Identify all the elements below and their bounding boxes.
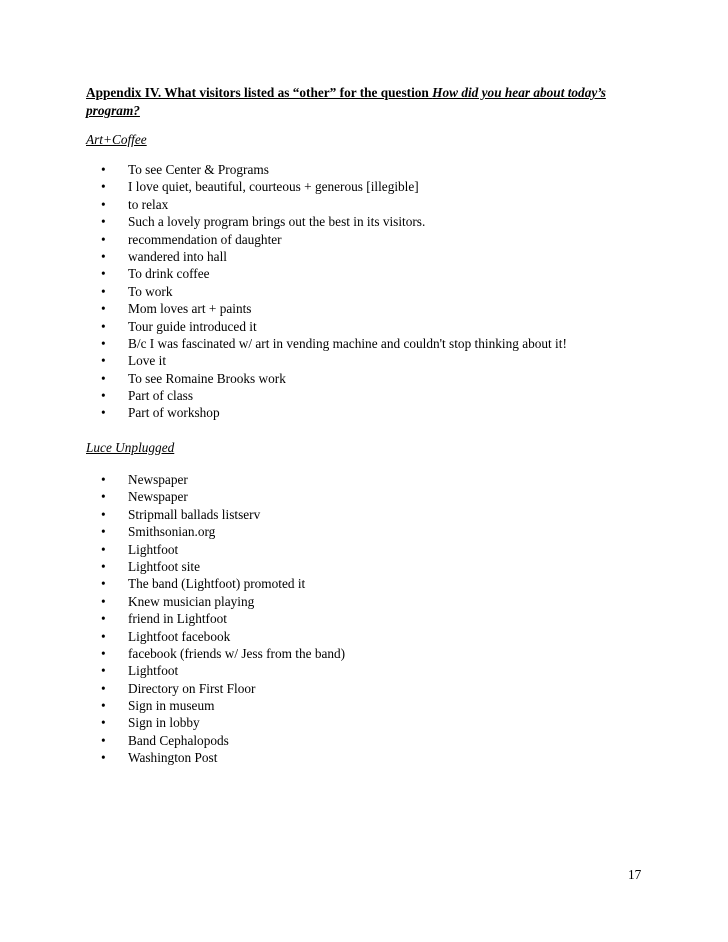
bullet-icon: • bbox=[101, 558, 106, 574]
bullet-icon: • bbox=[101, 506, 106, 522]
list-item bbox=[101, 558, 661, 575]
list-item-text: to relax bbox=[128, 196, 169, 212]
list-item bbox=[101, 471, 661, 488]
list-item bbox=[101, 265, 661, 282]
list-item bbox=[101, 178, 661, 195]
list-item-text: I love quiet, beautiful, courteous + generous [illegible] bbox=[128, 179, 419, 195]
bullet-icon: • bbox=[101, 335, 106, 351]
bullet-icon: • bbox=[101, 370, 106, 386]
list-item-text: facebook (friends w/ Jess from the band) bbox=[128, 645, 346, 661]
list-item bbox=[101, 645, 661, 662]
bullet-icon: • bbox=[101, 680, 106, 696]
bullet-icon: • bbox=[101, 715, 106, 731]
appendix-heading-prefix: Appendix IV. What visitors listed as “other” for the question bbox=[86, 85, 433, 100]
list-item bbox=[101, 523, 661, 540]
list-item-text: To work bbox=[128, 283, 173, 299]
list-item bbox=[101, 213, 661, 230]
page-number: 17 bbox=[628, 867, 642, 882]
bullet-icon: • bbox=[101, 489, 106, 505]
list-item-text: Tour guide introduced it bbox=[128, 318, 257, 334]
bullet-icon: • bbox=[101, 283, 106, 299]
list-item bbox=[101, 352, 661, 369]
list-item-text: Lightfoot facebook bbox=[128, 628, 231, 644]
list-item-text: Part of workshop bbox=[128, 405, 220, 421]
list-item bbox=[101, 283, 661, 300]
bullet-icon: • bbox=[101, 732, 106, 748]
list-item bbox=[101, 593, 661, 610]
list-item-text: Band Cephalopods bbox=[128, 732, 229, 748]
list-item-text: To see Center & Programs bbox=[128, 162, 269, 177]
list-item-text: Lightfoot bbox=[128, 541, 179, 557]
bullet-icon: • bbox=[101, 611, 106, 627]
bullet-icon: • bbox=[101, 750, 106, 766]
list-item bbox=[101, 161, 661, 178]
list-item bbox=[101, 404, 661, 421]
list-item bbox=[101, 732, 661, 749]
list-item-text: Lightfoot bbox=[128, 663, 179, 679]
list-item-text: Sign in lobby bbox=[128, 715, 200, 731]
bullet-icon: • bbox=[101, 645, 106, 661]
bullet-icon: • bbox=[101, 214, 106, 230]
list-item-text: Such a lovely program brings out the best in its visitors. bbox=[128, 214, 426, 230]
list-item-text: Love it bbox=[128, 353, 167, 369]
list-item bbox=[101, 749, 661, 766]
bullet-icon: • bbox=[101, 388, 106, 404]
list-item bbox=[101, 231, 661, 248]
list-item bbox=[101, 680, 661, 697]
bullet-icon: • bbox=[101, 576, 106, 592]
list-item-text: B/c I was fascinated w/ art in vending machine and couldn't stop thinking about it! bbox=[128, 335, 567, 351]
section-title-luce-unplugged: Luce Unplugged bbox=[86, 440, 175, 455]
list-item-text: Directory on First Floor bbox=[128, 680, 256, 696]
appendix-heading-question: How did you hear about today’s program? bbox=[86, 85, 606, 118]
list-item-text: Knew musician playing bbox=[128, 593, 255, 609]
list-item-text: friend in Lightfoot bbox=[128, 611, 227, 627]
list-item-text: Newspaper bbox=[128, 472, 188, 487]
bullet-icon: • bbox=[101, 524, 106, 540]
list-item bbox=[101, 697, 661, 714]
list-item-text: Newspaper bbox=[128, 489, 188, 505]
section-title-art-coffee: Art+Coffee bbox=[86, 132, 147, 147]
list-item-text: To drink coffee bbox=[128, 266, 210, 282]
list-item bbox=[101, 488, 661, 505]
list-item-text: Sign in museum bbox=[128, 698, 215, 714]
bullet-icon: • bbox=[101, 301, 106, 317]
bullet-icon: • bbox=[101, 628, 106, 644]
list-item-text: recommendation of daughter bbox=[128, 231, 282, 247]
list-item-text: The band (Lightfoot) promoted it bbox=[128, 576, 306, 592]
list-item bbox=[101, 541, 661, 558]
bullet-icon: • bbox=[101, 248, 106, 264]
list-item bbox=[101, 300, 661, 317]
bullet-icon: • bbox=[101, 266, 106, 282]
list-item-text: Part of class bbox=[128, 388, 193, 404]
list-item bbox=[101, 335, 661, 352]
appendix-heading bbox=[86, 84, 646, 120]
bullet-icon: • bbox=[101, 231, 106, 247]
list-item-text: Smithsonian.org bbox=[128, 524, 216, 540]
luce-unplugged-list bbox=[101, 471, 661, 767]
list-item bbox=[101, 610, 661, 627]
list-item bbox=[101, 248, 661, 265]
bullet-icon: • bbox=[101, 541, 106, 557]
bullet-icon: • bbox=[101, 698, 106, 714]
list-item bbox=[101, 714, 661, 731]
art-coffee-list bbox=[101, 161, 661, 422]
bullet-icon: • bbox=[101, 196, 106, 212]
list-item bbox=[101, 575, 661, 592]
list-item bbox=[101, 387, 661, 404]
list-item-text: wandered into hall bbox=[128, 248, 227, 264]
bullet-icon: • bbox=[101, 405, 106, 421]
list-item bbox=[101, 506, 661, 523]
list-item bbox=[101, 628, 661, 645]
bullet-icon: • bbox=[101, 318, 106, 334]
list-item-text: Mom loves art + paints bbox=[128, 301, 252, 317]
bullet-icon: • bbox=[101, 472, 106, 487]
list-item-text: To see Romaine Brooks work bbox=[128, 370, 286, 386]
list-item bbox=[101, 370, 661, 387]
list-item-text: Washington Post bbox=[128, 750, 218, 766]
bullet-icon: • bbox=[101, 663, 106, 679]
list-item bbox=[101, 196, 661, 213]
list-item bbox=[101, 662, 661, 679]
list-item bbox=[101, 318, 661, 335]
bullet-icon: • bbox=[101, 179, 106, 195]
bullet-icon: • bbox=[101, 162, 106, 177]
bullet-icon: • bbox=[101, 353, 106, 369]
list-item-text: Stripmall ballads listserv bbox=[128, 506, 261, 522]
list-item-text: Lightfoot site bbox=[128, 558, 201, 574]
bullet-icon: • bbox=[101, 593, 106, 609]
